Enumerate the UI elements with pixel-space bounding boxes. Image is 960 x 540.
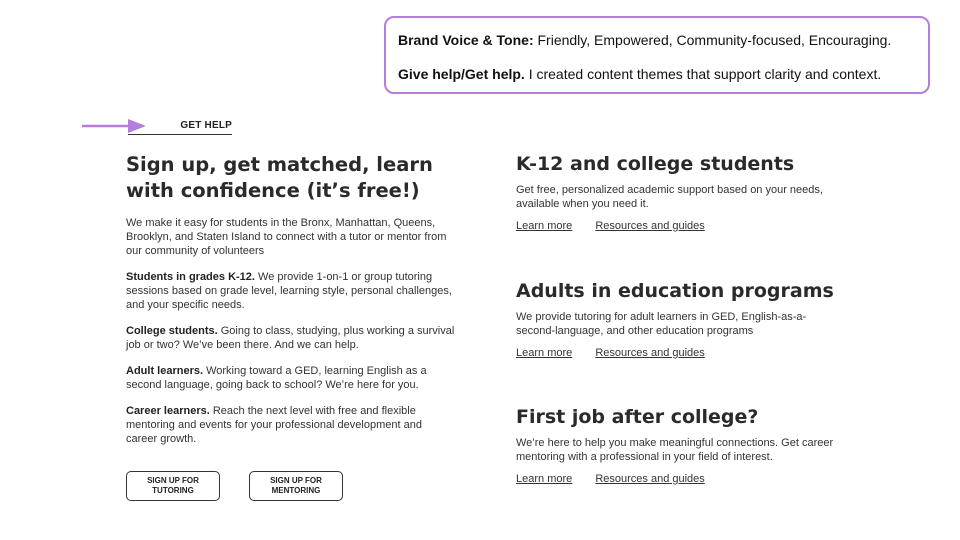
- card-k12-college: [516, 152, 846, 232]
- resources-guides-link[interactable]: Resources and guides: [595, 220, 705, 232]
- card-description: Get free, personalized academic support based on your needs, available when you need it.: [516, 184, 823, 210]
- audience-adult: Adult learners. Working toward a GED, learning English as a second language, going back to school? We’re here for you.: [126, 365, 427, 391]
- audience-career: Career learners. Reach the next level with free and flexible mentoring and events for your professional development and career growth.: [126, 405, 422, 445]
- callout-line-2: Give help/Get help. I created content themes that support clarity and context.: [398, 66, 882, 82]
- card-title: K-12 and college students: [516, 153, 795, 175]
- signup-mentoring-button[interactable]: SIGN UP FOR MENTORING: [249, 471, 343, 501]
- signup-tutoring-button[interactable]: SIGN UP FOR TUTORING: [126, 471, 220, 501]
- card-first-job: [516, 405, 846, 485]
- audience-college: College students. Going to class, studying, plus working a survival job or two? We’ve been there. And we can help.: [126, 325, 455, 351]
- intro-text: We make it easy for students in the Bronx, Manhattan, Queens, Brooklyn, and Staten Island to connect with a tutor or mentor from our community of volunteers: [126, 217, 447, 257]
- audience-k12: Students in grades K-12. We provide 1-on-1 or group tutoring sessions based on grade level, learning style, personal challenges, and your specific needs.: [126, 271, 452, 311]
- left-column: [126, 152, 456, 446]
- learn-more-link[interactable]: Learn more: [516, 473, 573, 485]
- get-help-underline: [128, 134, 232, 135]
- get-help-nav[interactable]: [128, 120, 232, 131]
- resources-guides-link[interactable]: Resources and guides: [595, 347, 705, 359]
- learn-more-link[interactable]: Learn more: [516, 347, 573, 359]
- get-help-label[interactable]: GET HELP: [180, 120, 232, 131]
- callout-line-1: Brand Voice & Tone: Friendly, Empowered, Community-focused, Encouraging.: [398, 32, 892, 48]
- brand-voice-callout: [384, 16, 930, 94]
- card-title: Adults in education programs: [516, 280, 834, 302]
- learn-more-link[interactable]: Learn more: [516, 220, 573, 232]
- card-description: We’re here to help you make meaningful connections. Get career mentoring with a professional in your field of interest.: [516, 437, 834, 463]
- card-description: We provide tutoring for adult learners in GED, English-as-a-second-language, and other education programs: [516, 311, 807, 337]
- page-title: Sign up, get matched, learn with confidence (it’s free!): [126, 153, 433, 202]
- card-links: [516, 473, 846, 485]
- card-links: [516, 220, 846, 232]
- card-adults-education: [516, 279, 846, 359]
- resources-guides-link[interactable]: Resources and guides: [595, 473, 705, 485]
- card-links: [516, 347, 846, 359]
- card-title: First job after college?: [516, 406, 759, 428]
